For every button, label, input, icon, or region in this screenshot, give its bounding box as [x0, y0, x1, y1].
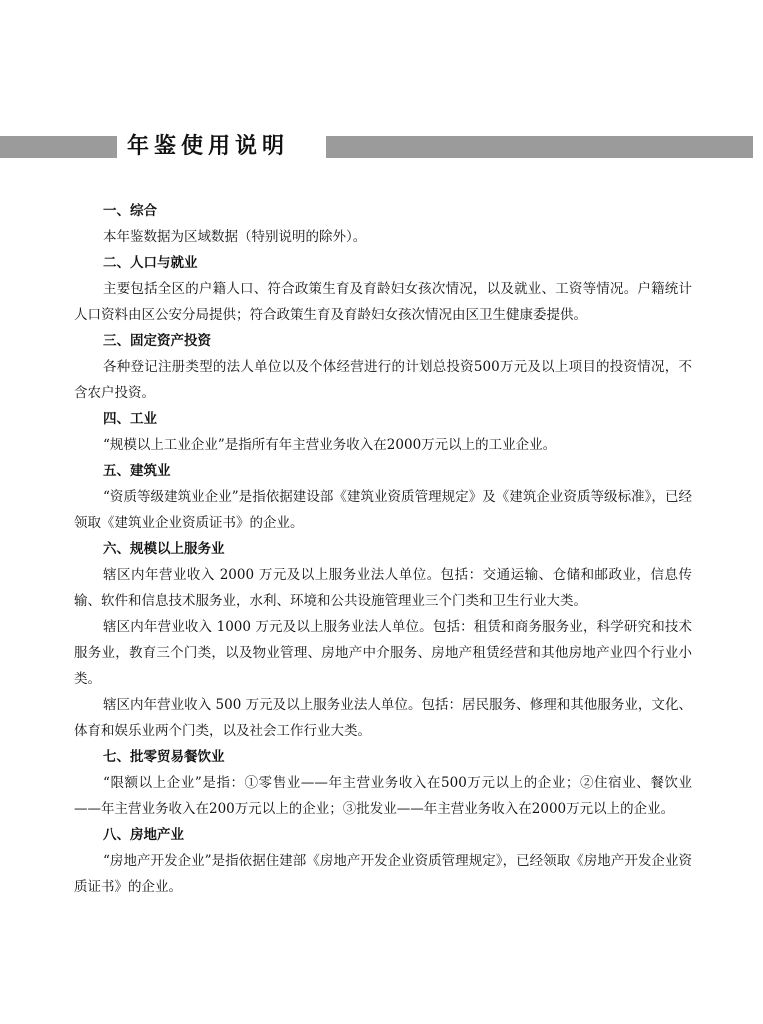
section-paragraph: “资质等级建筑业企业”是指依据建设部《建筑业资质管理规定》及《建筑企业资质等级标准》，已经领取《建筑业企业资质证书》的企业。	[74, 489, 692, 531]
section-paragraph: 本年鉴数据为区域数据（特别说明的除外）。	[103, 229, 367, 245]
section-construction	[74, 458, 692, 536]
section-paragraph: 辖区内年营业收入 1000 万元及以上服务业法人单位。包括：租赁和商务服务业，科学研究和技术服务业，教育三个门类，以及物业管理、房地产中介服务、房地产租赁经营和其他房地产业四个行业小类。	[74, 619, 692, 687]
section-heading: 六、规模以上服务业	[103, 541, 225, 557]
section-paragraph: “限额以上企业”是指：①零售业——年主营业务收入在500万元以上的企业；②住宿业、餐饮业——年主营业务收入在200万元以上的企业；③批发业——年主营业务收入在2000万元以上的企业。	[74, 775, 692, 817]
section-paragraph: 主要包括全区的户籍人口、符合政策生育及育龄妇女孩次情况，以及就业、工资等情况。户籍统计人口资料由区公安分局提供；符合政策生育及育龄妇女孩次情况由区卫生健康委提供。	[74, 281, 692, 323]
section-paragraph: “房地产开发企业”是指依据住建部《房地产开发企业资质管理规定》，已经领取《房地产开发企业资质证书》的企业。	[74, 853, 692, 895]
section-heading: 三、固定资产投资	[103, 333, 211, 349]
section-heading: 五、建筑业	[103, 463, 171, 479]
section-real-estate	[74, 822, 692, 900]
page-title: 年鉴使用说明	[127, 134, 290, 159]
section-paragraph: 各种登记注册类型的法人单位以及个体经营进行的计划总投资500万元及以上项目的投资情况，不含农户投资。	[74, 359, 692, 401]
title-bar-right-stripe	[326, 136, 753, 158]
section-population	[74, 250, 692, 328]
content	[74, 198, 692, 900]
section-heading: 八、房地产业	[103, 827, 184, 843]
section-industry	[74, 406, 692, 458]
title-bar-left-stripe	[0, 136, 117, 158]
section-paragraph: “规模以上工业企业”是指所有年主营业务收入在2000万元以上的工业企业。	[103, 437, 557, 453]
section-heading: 四、工业	[103, 411, 157, 427]
section-paragraph: 辖区内年营业收入 2000 万元及以上服务业法人单位。包括：交通运输、仓储和邮政业，信息传输、软件和信息技术服务业，水利、环境和公共设施管理业三个门类和卫生行业大类。	[74, 567, 692, 609]
section-heading: 二、人口与就业	[103, 255, 198, 271]
section-overview	[74, 198, 692, 250]
section-fixed-investment	[74, 328, 692, 406]
section-heading: 一、综合	[103, 203, 157, 219]
section-heading: 七、批零贸易餐饮业	[103, 749, 225, 765]
section-paragraph: 辖区内年营业收入 500 万元及以上服务业法人单位。包括：居民服务、修理和其他服务业，文化、体育和娱乐业两个门类，以及社会工作行业大类。	[74, 697, 692, 739]
section-services	[74, 536, 692, 744]
section-trade	[74, 744, 692, 822]
title-bar	[0, 133, 763, 161]
